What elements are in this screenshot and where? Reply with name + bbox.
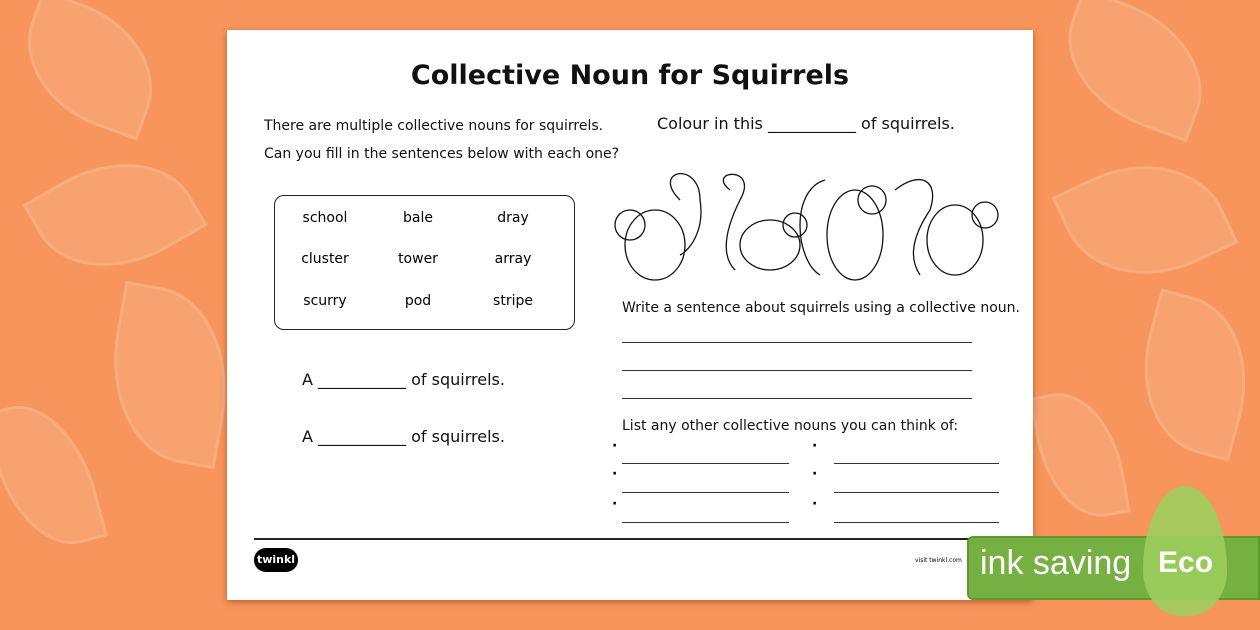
bullet: · bbox=[612, 496, 618, 512]
worksheet bbox=[227, 30, 1033, 600]
word: array bbox=[494, 251, 532, 267]
bullet: · bbox=[612, 466, 618, 482]
sentence-a: A ___________ of squirrels. bbox=[302, 370, 505, 389]
intro-text-2: Can you fill in the sentences below with each one? bbox=[264, 146, 620, 162]
list-line[interactable] bbox=[622, 463, 789, 464]
answer-line[interactable] bbox=[622, 398, 972, 399]
bullet: · bbox=[612, 438, 618, 454]
twinkl-logo: twinkl bbox=[254, 548, 298, 572]
word: bale bbox=[403, 210, 433, 226]
colour-prompt: Colour in this ___________ of squirrels. bbox=[657, 114, 955, 133]
word: stripe bbox=[493, 293, 533, 309]
bullet: · bbox=[812, 466, 818, 482]
sentence-b: A ___________ of squirrels. bbox=[302, 427, 505, 446]
write-prompt: Write a sentence about squirrels using a collective noun. bbox=[622, 300, 1020, 316]
word: school bbox=[302, 210, 348, 226]
word: cluster bbox=[301, 251, 349, 267]
list-line[interactable] bbox=[834, 463, 999, 464]
squirrels-illustration bbox=[610, 160, 1010, 285]
list-prompt: List any other collective nouns you can think of: bbox=[622, 418, 959, 434]
bullet: · bbox=[812, 438, 818, 454]
bullet: · bbox=[812, 496, 818, 512]
word-bank bbox=[274, 195, 575, 330]
intro-text-1: There are multiple collective nouns for squirrels. bbox=[264, 118, 604, 134]
eco-badge-text: ink saving bbox=[980, 544, 1132, 582]
worksheet-title: Collective Noun for Squirrels bbox=[410, 60, 850, 91]
word: dray bbox=[497, 210, 529, 226]
list-line[interactable] bbox=[834, 522, 999, 523]
list-line[interactable] bbox=[834, 492, 999, 493]
footer-divider bbox=[254, 538, 1034, 540]
visit-text: visit twinkl.com bbox=[915, 557, 962, 564]
eco-label: Eco bbox=[1158, 546, 1214, 579]
word: pod bbox=[404, 293, 432, 309]
word: scurry bbox=[303, 293, 347, 309]
list-line[interactable] bbox=[622, 522, 789, 523]
word: tower bbox=[398, 251, 438, 267]
list-line[interactable] bbox=[622, 492, 789, 493]
answer-line[interactable] bbox=[622, 370, 972, 371]
answer-line[interactable] bbox=[622, 342, 972, 343]
